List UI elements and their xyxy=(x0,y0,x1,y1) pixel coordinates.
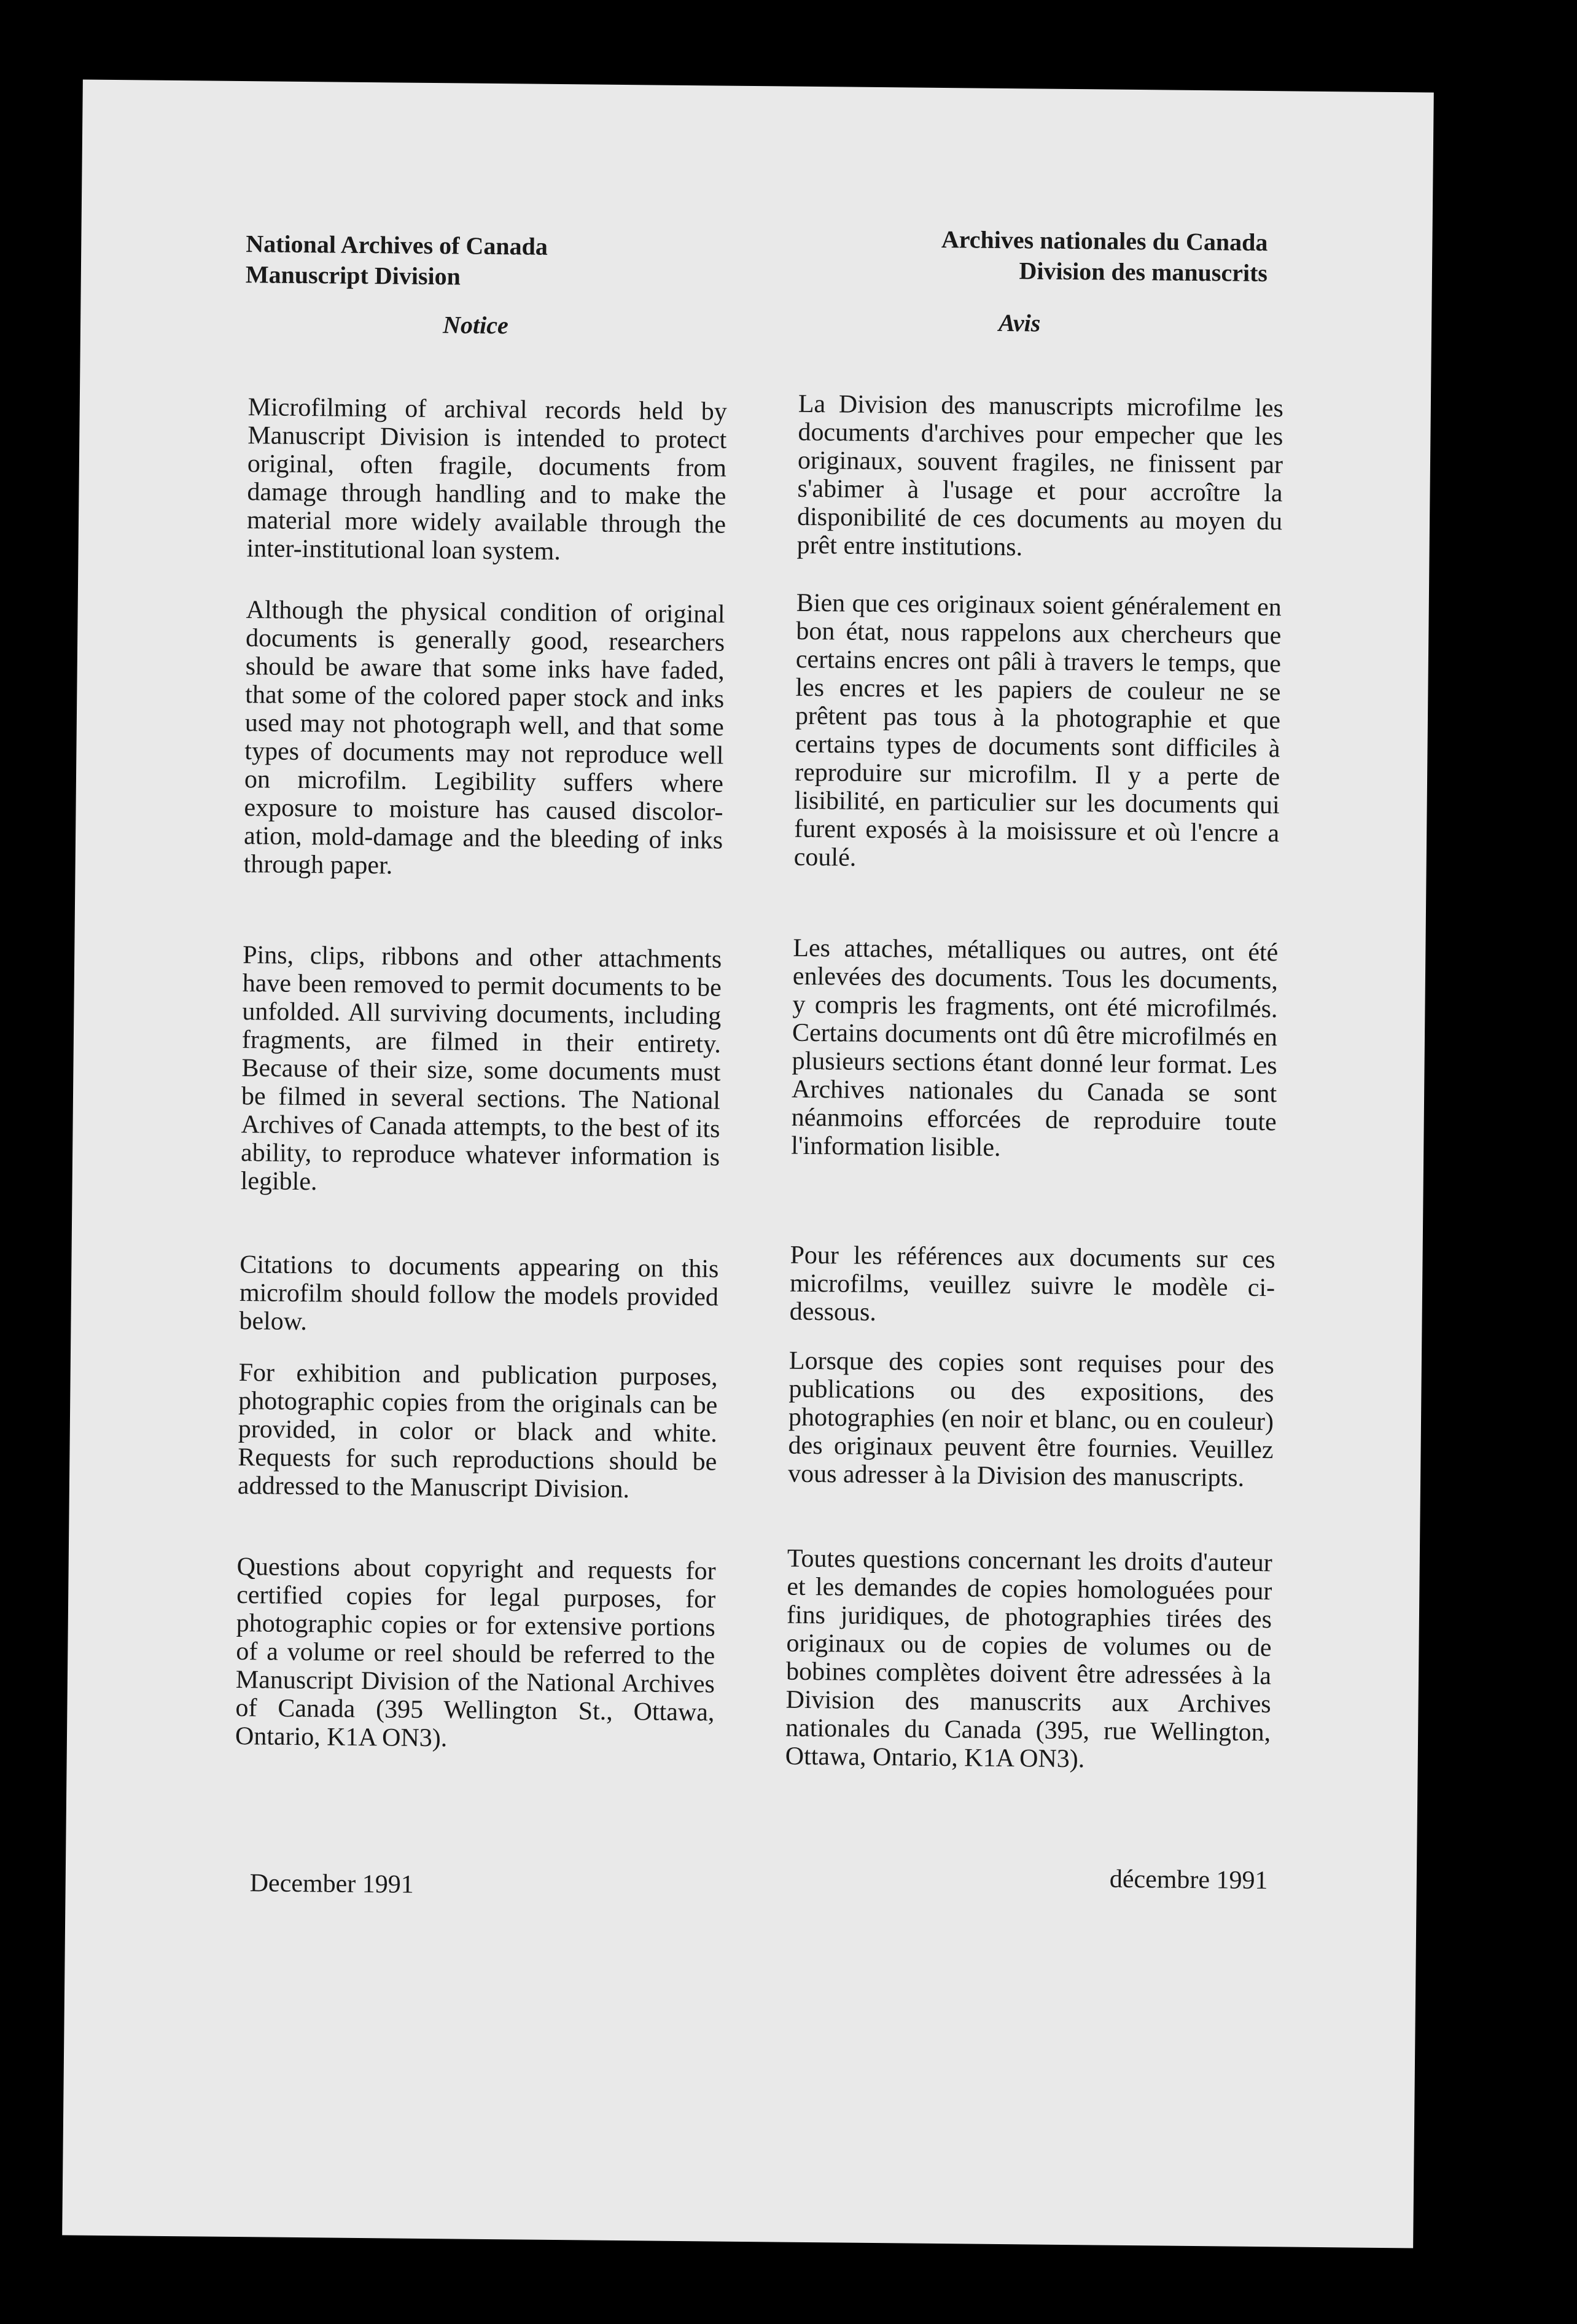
french-paragraph-2: Bien que ces originaux soient généralement en bon état, nous rappelons aux chercheurs que certains encres ont pâli à travers le temps, que les encres et les papiers de couleur ne se prêtent pas tous à la photographie et que certains types de documents sont difficiles à reproduire sur microfilm. Il y a perte de lisibilité, en particulier sur les documents qui furent exposés à la moisissure et où l'encre a coulé. xyxy=(793,588,1282,872)
document-page xyxy=(62,80,1434,2248)
header-english-line2: Manuscript Division xyxy=(245,260,461,290)
header-french-line2: Division des manuscrits xyxy=(1019,257,1268,287)
english-paragraph-5: For exhibition and publication purposes, photographic copies from the originals can be provided, in color or black and white. Requests for such reproductions should be addressed to the Manuscript Division. xyxy=(237,1359,718,1504)
french-paragraph-4: Pour les références aux documents sur ces microfilms, veuillez suivre le modèle ci-dessous. xyxy=(789,1241,1275,1327)
header-french-line1: Archives nationales du Canada xyxy=(941,225,1268,257)
date-english: December 1991 xyxy=(249,1869,414,1899)
header-english-line1: National Archives of Canada xyxy=(246,230,548,260)
french-paragraph-1: La Division des manuscripts microfilme les documents d'archives pour empecher que les originaux, souvent fragiles, ne finissent par s'abimer à l'usage et pour accroître la disponibilité de ces documents au moyen du prêt entre institutions. xyxy=(796,389,1284,562)
english-paragraph-6: Questions about copyright and requests for certified copies for legal purposes, for photographic copies or for extensive portions of a volume or reel should be referred to the Manuscript Division of the National Archives of Canada (395 Wellington St., Ottawa, Ontario, K1A ON3). xyxy=(235,1553,716,1753)
title-french: Avis xyxy=(998,308,1041,337)
title-english: Notice xyxy=(442,311,508,340)
english-paragraph-3: Pins, clips, ribbons and other attachments have been removed to permit documents to be unfolded. All surviving documents, including fragments, are filmed in their entirety. Because of their size, some documents must be filmed in several sections. The National Archives of Canada attempts, to the best of its ability, to reproduce whatever information is legible. xyxy=(240,941,722,1196)
header-english xyxy=(246,228,548,293)
english-paragraph-1: Microfilming of archival records held by Manuscript Division is intended to protect original, often fragile, documents from damage through handling and to make the material more widely available through the inter-institutional loan system. xyxy=(246,393,727,566)
french-paragraph-3: Les attaches, métalliques ou autres, ont été enlevées des documents. Tous les documents, y compris les fragments, ont été microfilmés. Certains documents ont dû être microfilmés en plusieurs sections étant donné leur format. Les Archives nationales du Canada se sont néanmoins efforcées de reproduire toute l'information lisible. xyxy=(791,934,1279,1162)
english-paragraph-2: Although the physical condition of original documents is generally good, researchers should be aware that some inks have faded, that some of the colored paper stock and inks used may not photograph well, and that some types of documents may not reproduce well on microfilm. Legibility suffers where exposure to moisture has caused discolor-ation, mold-damage and the bleeding of inks through paper. xyxy=(243,596,725,880)
date-french: décembre 1991 xyxy=(1109,1865,1268,1895)
french-paragraph-5: Lorsque des copies sont requises pour des publications ou des expositions, des photographies (en noir et blanc, ou en couleur) des originaux peuvent être fournies. Veuillez vous adresser à la Division des manuscripts. xyxy=(787,1346,1275,1492)
english-paragraph-4: Citations to documents appearing on this microfilm should follow the models provided below. xyxy=(239,1250,719,1336)
header-french xyxy=(941,224,1268,289)
french-paragraph-6: Toutes questions concernant les droits d'auteur et les demandes de copies homologuées pour fins juridiques, de photographies tirées des originaux ou de copies de volumes ou de bobines complètes doivent être adressées à la Division des manuscrits aux Archives nationales du Canada (395, rue Wellington, Ottawa, Ontario, K1A ON3). xyxy=(785,1544,1273,1774)
